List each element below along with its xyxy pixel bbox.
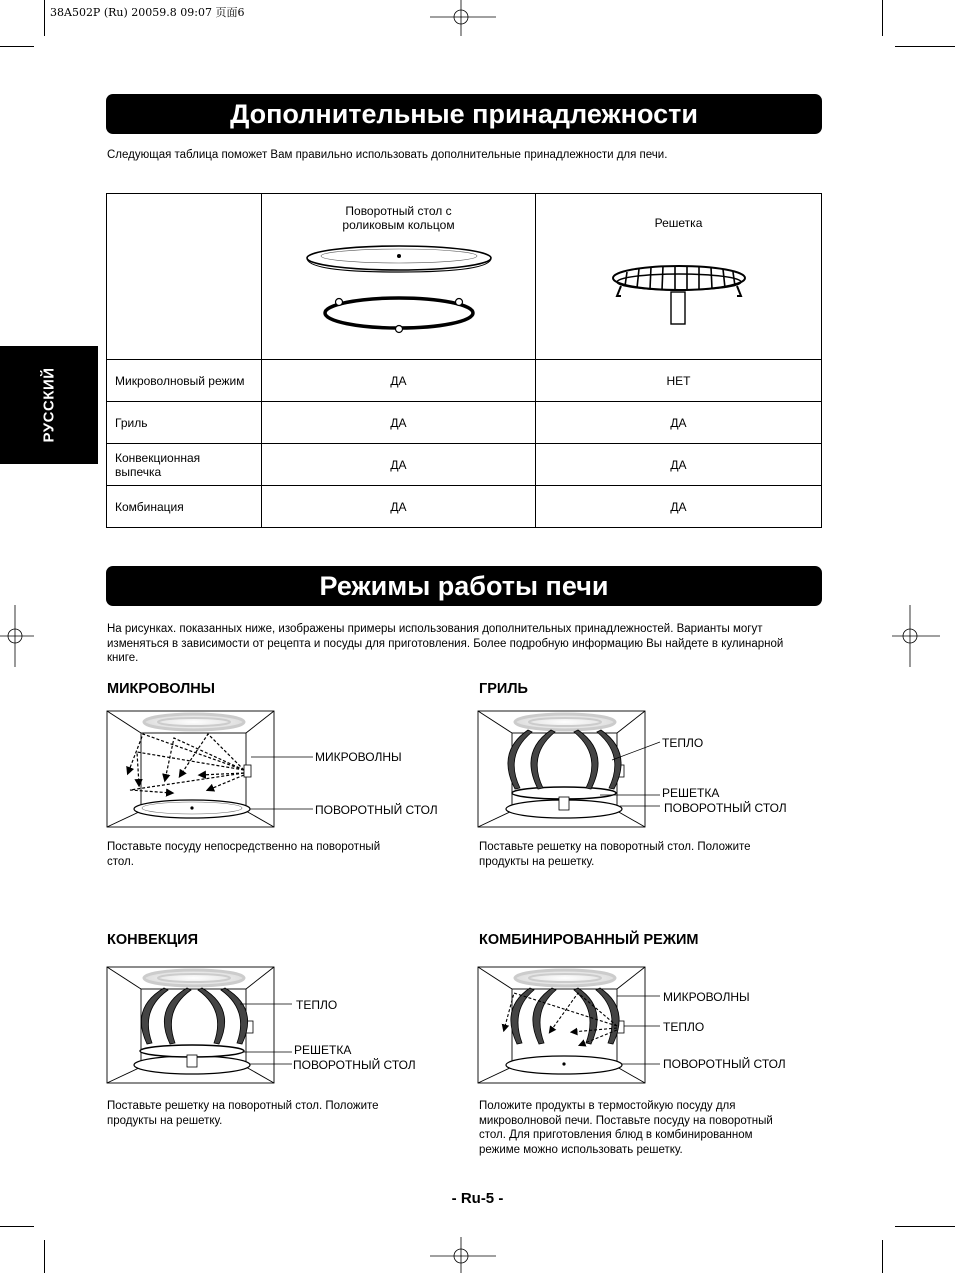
language-tab-label: РУССКИЙ bbox=[40, 367, 58, 443]
combination-description-line1: Положите продукты в термостойкую посуду для bbox=[479, 1100, 736, 1112]
mode-cell: Гриль bbox=[107, 402, 262, 444]
convection-label-turntable: ПОВОРОТНЫЙ СТОЛ bbox=[293, 1058, 416, 1072]
combination-description bbox=[479, 1099, 829, 1157]
convection-label-rack: РЕШЕТКА bbox=[294, 1043, 352, 1057]
modes-intro-line1: На рисунках. показанных ниже, изображены примеры использования дополнительных принадлежностей. Варианты могут bbox=[107, 623, 763, 635]
modes-intro-line3: книге. bbox=[107, 652, 139, 664]
combination-heading: КОМБИНИРОВАННЫЙ РЕЖИМ bbox=[479, 932, 699, 948]
accessories-title: Дополнительные принадлежности bbox=[106, 94, 822, 134]
modes-intro-line2: изменяться в зависимости от рецепта и посуды для приготовления. Более подробную информацию Вы найдете в кулинарной bbox=[107, 637, 784, 650]
turntable-cell: ДА bbox=[262, 360, 536, 402]
convection-label-heat: ТЕПЛО bbox=[296, 998, 338, 1012]
convection-description bbox=[107, 1099, 447, 1128]
microwave-description-line2: стол. bbox=[107, 855, 134, 868]
combination-label-turntable: ПОВОРОТНЫЙ СТОЛ bbox=[663, 1057, 786, 1071]
turntable-cell: ДА bbox=[262, 402, 536, 444]
rack-cell: НЕТ bbox=[536, 360, 822, 402]
grill-description bbox=[479, 840, 819, 869]
combination-description-line4: режиме можно использовать решетку. bbox=[479, 1143, 683, 1156]
microwave-description bbox=[107, 840, 447, 869]
turntable-label-line1: Поворотный стол с bbox=[345, 204, 452, 218]
microwave-description-line1: Поставьте посуду непосредственно на поворотный bbox=[107, 841, 381, 853]
combination-label-waves: МИКРОВОЛНЫ bbox=[663, 990, 750, 1004]
grill-description-line2: продукты на решетку. bbox=[479, 855, 595, 868]
turntable-cell: ДА bbox=[262, 486, 536, 528]
convection-description-line2: продукты на решетку. bbox=[107, 1114, 223, 1127]
microwave-label-turntable: ПОВОРОТНЫЙ СТОЛ bbox=[315, 803, 438, 817]
turntable-label-line2: роликовым кольцом bbox=[342, 218, 455, 232]
combination-description-line3: стол. Для приготовления блюд в комбинированном bbox=[479, 1129, 753, 1141]
grill-label-turntable: ПОВОРОТНЫЙ СТОЛ bbox=[664, 801, 787, 815]
modes-title: Режимы работы печи bbox=[106, 566, 822, 606]
grill-label-rack: РЕШЕТКА bbox=[662, 786, 720, 800]
combination-description-line2: микроволновой печи. Поставьте посуду на поворотный bbox=[479, 1114, 773, 1127]
page-number: - Ru-5 - bbox=[451, 1190, 504, 1207]
rack-column-label: Решетка bbox=[654, 216, 703, 230]
rack-cell: ДА bbox=[536, 402, 822, 444]
accessories-intro: Следующая таблица поможет Вам правильно использовать дополнительные принадлежности для печи. bbox=[107, 149, 668, 161]
mode-cell-line1: Конвекционная bbox=[115, 450, 201, 465]
rack-cell: ДА bbox=[536, 486, 822, 528]
grill-label-heat: ТЕПЛО bbox=[662, 736, 704, 750]
convection-heading: КОНВЕКЦИЯ bbox=[107, 932, 199, 948]
convection-description-line1: Поставьте решетку на поворотный стол. Положите bbox=[107, 1100, 379, 1112]
microwave-label-waves: МИКРОВОЛНЫ bbox=[315, 750, 402, 764]
grill-heading: ГРИЛЬ bbox=[479, 681, 528, 697]
mode-cell-line2: выпечка bbox=[115, 464, 162, 479]
rack-cell: ДА bbox=[536, 444, 822, 486]
mode-cell: Комбинация bbox=[107, 486, 262, 528]
print-header: 38A502P (Ru) 20059.8 09:07 页面6 bbox=[50, 6, 245, 19]
mode-cell: Микроволновый режим bbox=[107, 360, 262, 402]
microwave-heading: МИКРОВОЛНЫ bbox=[107, 681, 215, 697]
combination-label-heat: ТЕПЛО bbox=[663, 1020, 705, 1034]
grill-description-line1: Поставьте решетку на поворотный стол. Положите bbox=[479, 841, 751, 853]
turntable-cell: ДА bbox=[262, 444, 536, 486]
